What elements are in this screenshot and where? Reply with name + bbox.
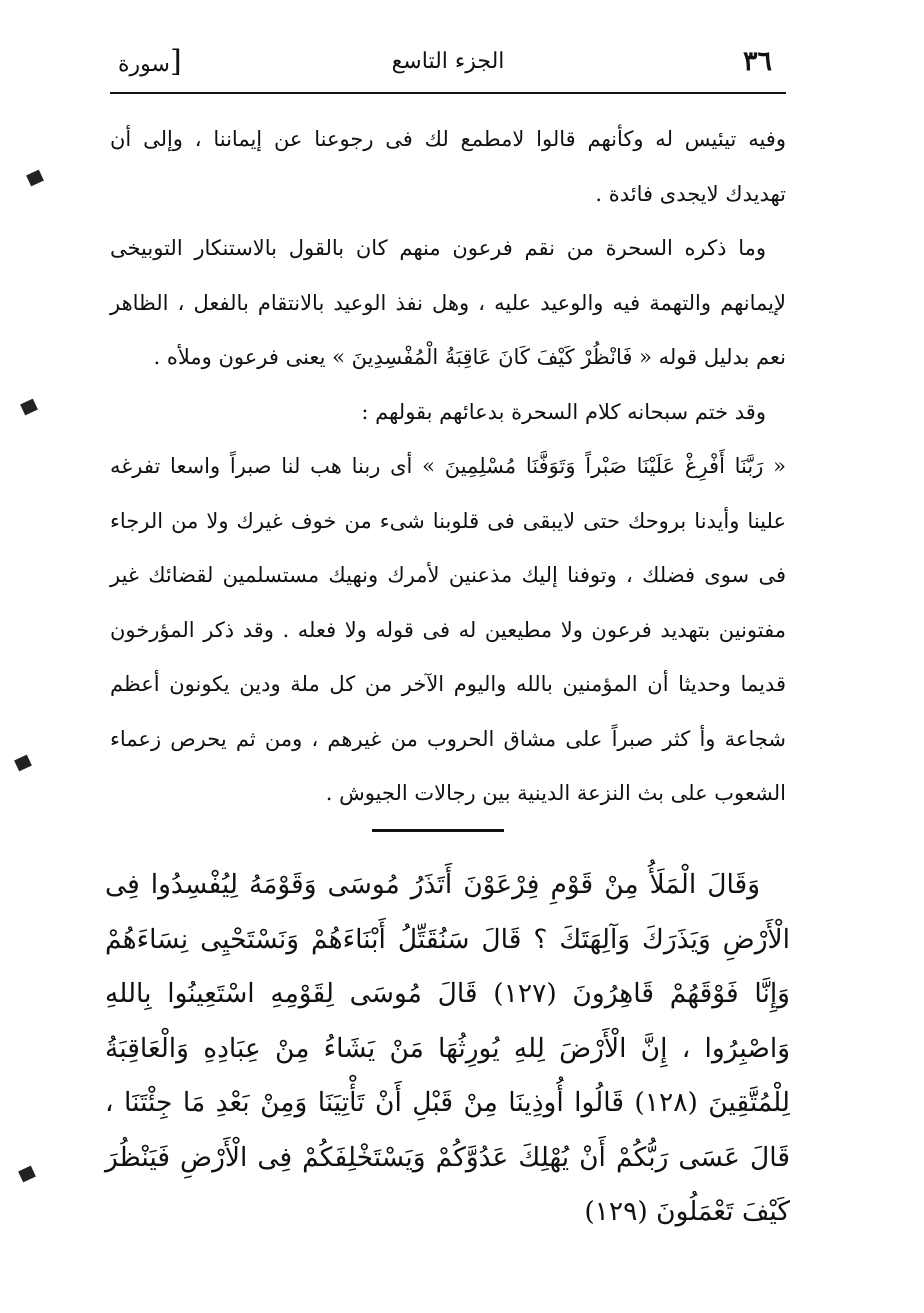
commentary-paragraph: وفيه تيئيس له وكأنهم قالوا لامطمع لك فى رجوعنا عن إيماننا ، وإلى أن تهديدك لايجدى فائدة .: [110, 127, 786, 206]
commentary-paragraph: وقد ختم سبحانه كلام السحرة بدعائهم بقولهم :: [361, 399, 766, 424]
verse-block: وَقَالَ الْمَلَأُ مِنْ قَوْمِ فِرْعَوْنَ أَتَذَرُ مُوسَى وَقَوْمَهُ لِيُفْسِدُوا فِى الْأَرْضِ وَيَذَرَكَ وَآلِهَتَكَ ؟ قَالَ سَنُقَتِّلُ أَبْنَاءَهُمْ وَنَسْتَحْيِى نِسَاءَهُمْ وَإِنَّا فَوْقَهُمْ قَاهِرُونَ (١٢٧) قَالَ مُوسَى لِقَوْمِهِ اسْتَعِينُوا بِاللهِ وَاصْبِرُوا ، إِنَّ الْأَرْضَ لِلهِ يُورِثُهَا مَنْ يَشَاءُ مِنْ عِبَادِهِ وَالْعَاقِبَةُ لِلْمُتَّقِينَ (١٢٨) قَالُوا أُوذِينَا مِنْ قَبْلِ أَنْ تَأْتِيَنَا وَمِنْ بَعْدِ مَا جِئْتَنَا ، قَالَ عَسَى رَبُّكُمْ أَنْ يُهْلِكَ عَدُوَّكُمْ وَيَسْتَخْلِفَكُمْ فِى الْأَرْضِ فَيَنْظُرَ كَيْفَ تَعْمَلُونَ (١٢٩): [105, 869, 790, 1227]
sura-label: [118, 42, 182, 85]
commentary-paragraph: « رَبَّنَا أَفْرِغْ عَلَيْنَا صَبْراً وَتَوَفَّنَا مُسْلِمِينَ » أى ربنا هب لنا صبراً واسعا تفرغه علينا وأيدنا بروحك حتى لايبقى فى قلوبنا شىء من خوف غيرك ولا من الرجاء فى سوى فضلك ، وتوفنا إليك مذعنين لأمرك ونهيك مستسلمين لقضائك غير مفتونين بتهديد فرعون ولا مطيعين له فى قوله ولا فعله . وقد ذكر المؤرخون قديما وحديثا أن المؤمنين بالله واليوم الآخر من كل ملة ودين يكونون أعظم شجاعة وأ كثر صبراً على مشاق الحروب من غيرهم ، ومن ثم يحرص زعماء الشعوب على بث النزعة الدينية بين رجالات الجيوش .: [110, 454, 786, 805]
commentary-paragraph: وما ذكره السحرة من نقم فرعون منهم كان بالقول بالاستنكار التوبيخى لإيمانهم والتهمة فيه والوعيد عليه ، وهل نفذ الوعيد بالانتقام بالفعل ، الظاهر نعم بدليل قوله « فَانْظُرْ كَيْفَ كَانَ عَاقِبَةُ الْمُفْسِدِينَ » يعنى فرعون وملأه .: [110, 236, 786, 369]
sura-label-text: سورة: [118, 52, 170, 77]
commentary-text: [110, 112, 786, 821]
open-bracket-glyph: [: [169, 44, 182, 79]
page-header: [110, 36, 786, 94]
page-number: ٣٦: [742, 46, 772, 77]
section-divider: [372, 829, 504, 832]
margin-ink-mark: [18, 1166, 36, 1183]
margin-ink-mark: [26, 170, 44, 187]
quran-verses: [105, 858, 790, 1240]
margin-ink-mark: [14, 755, 32, 772]
running-title: الجزء التاسع: [391, 49, 505, 74]
margin-ink-mark: [20, 399, 38, 416]
